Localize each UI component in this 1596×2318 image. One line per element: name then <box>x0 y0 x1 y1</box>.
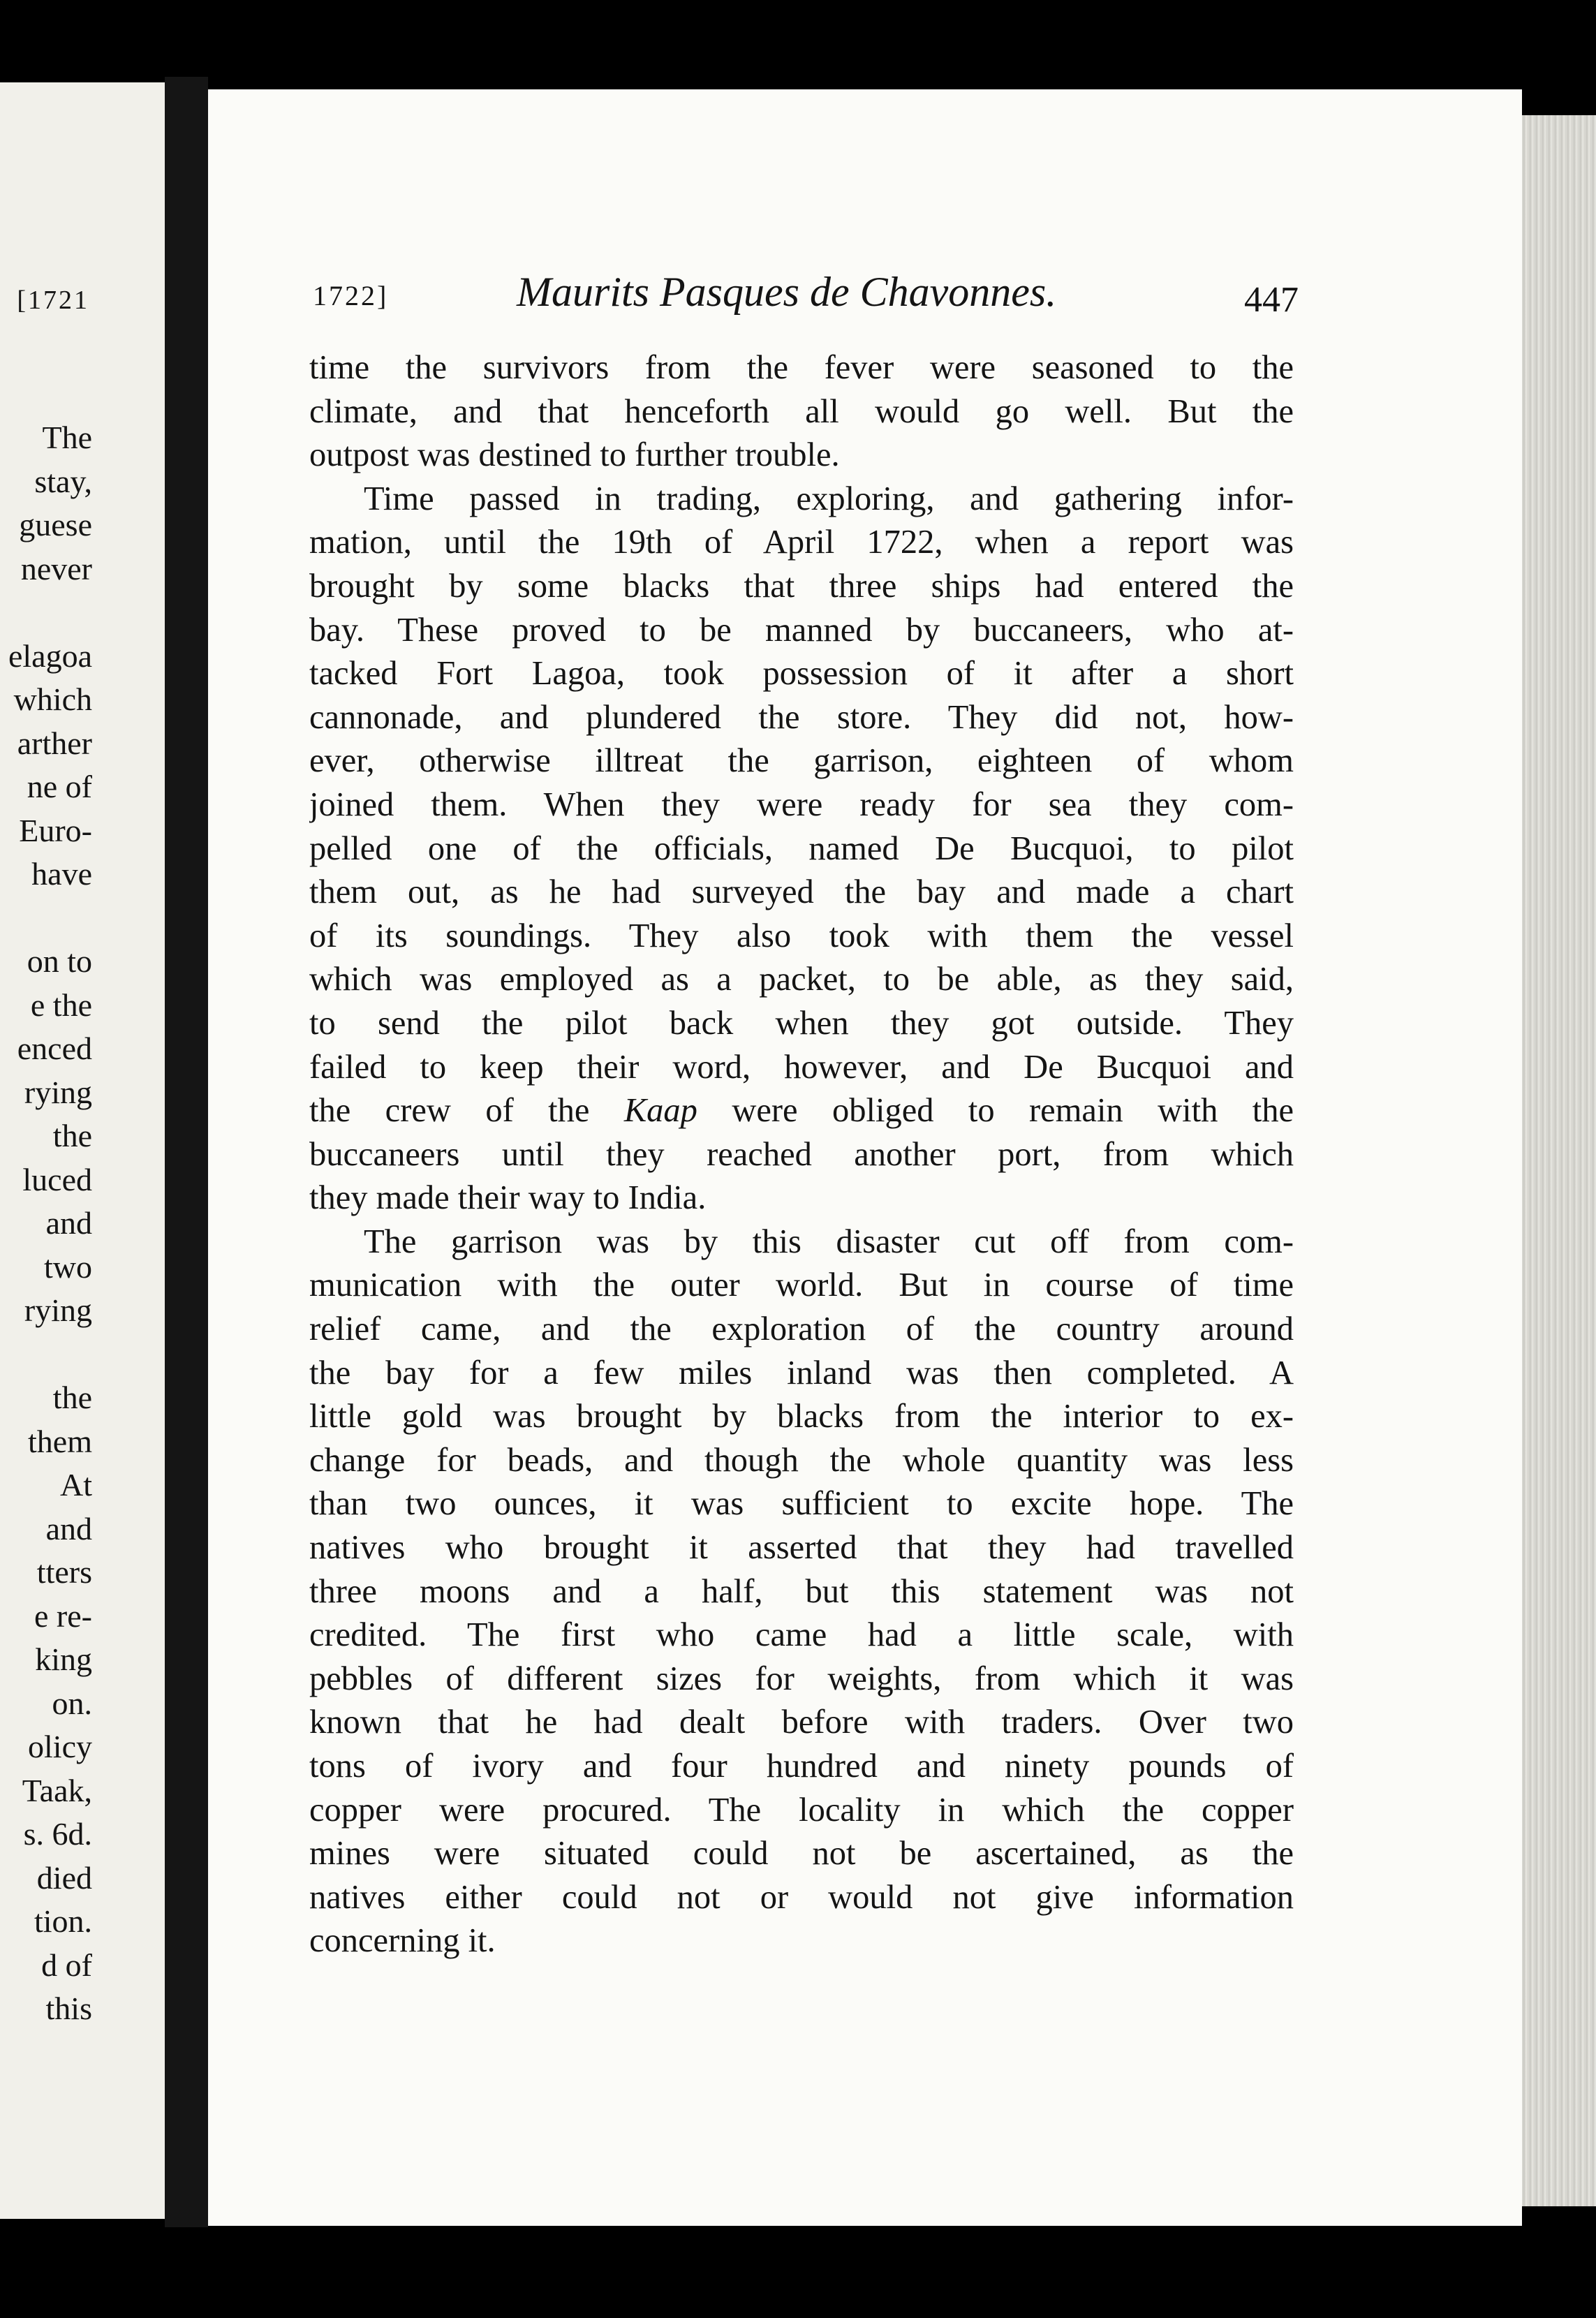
facing-page-line: never <box>20 550 92 586</box>
text-line: three moons and a half, but this statement was not <box>309 1572 1294 1610</box>
text-line: credited. The first who came had a little scale, with <box>309 1616 1294 1654</box>
text-line: concerning it. <box>309 1922 496 1960</box>
text-line: to send the pilot back when they got outside. They <box>309 1004 1294 1042</box>
running-head-title: Maurits Pasques de Chavonnes. <box>517 269 1057 315</box>
text-line-part: the crew of the <box>309 1092 624 1130</box>
text-line: change for beads, and though the whole quantity was less <box>309 1441 1294 1479</box>
facing-page-header: [1721 <box>17 286 89 315</box>
facing-page-line <box>8 591 92 635</box>
text-line: they made their way to India. <box>309 1179 707 1217</box>
facing-page-line: enced <box>17 1031 92 1066</box>
facing-page-line: luced <box>22 1161 92 1197</box>
facing-page-line: died <box>36 1859 92 1896</box>
facing-page-text <box>8 416 92 2031</box>
text-line-part: were obliged to remain with the <box>697 1092 1294 1130</box>
facing-page-line: and <box>45 1510 92 1546</box>
facing-page <box>0 82 165 2219</box>
facing-page-line <box>8 1333 92 1377</box>
text-line: cannonade, and plundered the store. They did not, how- <box>309 698 1294 736</box>
facing-page-line: and <box>45 1205 92 1241</box>
ship-name-italic: Kaap <box>623 1092 697 1130</box>
text-line: munication with the outer world. But in course of time <box>309 1267 1294 1304</box>
facing-page-line: on. <box>52 1685 92 1721</box>
text-line: tacked Fort Lagoa, took possession of it after a short <box>309 655 1294 693</box>
body-text <box>309 346 1294 1963</box>
text-line: known that he had dealt before with traders. Over two <box>309 1704 1294 1741</box>
facing-page-line: The <box>42 420 92 455</box>
facing-page-line: two <box>44 1248 92 1285</box>
text-line: pebbles of different sizes for weights, from which it was <box>309 1660 1294 1697</box>
facing-page-line <box>8 896 92 940</box>
text-line: time the survivors from the fever were seasoned to the <box>309 349 1294 386</box>
facing-page-line: the <box>52 1380 92 1415</box>
facing-page-line: tters <box>36 1554 92 1590</box>
text-line: natives who brought it asserted that they had travelled <box>309 1529 1294 1567</box>
facing-page-line: e re- <box>34 1597 92 1634</box>
facing-page-line: which <box>13 681 92 717</box>
page-number: 447 <box>1244 280 1299 320</box>
facing-page-line: arther <box>17 725 92 761</box>
facing-page-line: ne of <box>27 769 92 804</box>
facing-page-line: tion. <box>34 1903 92 1939</box>
facing-page-line: rying <box>24 1074 92 1110</box>
text-line: bay. These proved to be manned by buccaneers, who at- <box>309 611 1294 649</box>
text-line <box>309 1089 1294 1133</box>
text-line: than two ounces, it was sufficient to excite hope. The <box>309 1485 1294 1523</box>
page-edges <box>1522 115 1596 2206</box>
text-line: which was employed as a packet, to be able, as they said, <box>309 961 1294 998</box>
text-line: buccaneers until they reached another port, from which <box>309 1135 1294 1173</box>
text-line: copper were procured. The locality in which the copper <box>309 1791 1294 1829</box>
text-line: little gold was brought by blacks from the interior to ex- <box>309 1398 1294 1435</box>
text-line: brought by some blacks that three ships had entered the <box>309 567 1294 605</box>
facing-page-line: have <box>31 856 92 892</box>
facing-page-line: Euro- <box>19 812 92 848</box>
text-line: ever, otherwise illtreat the garrison, eighteen of whom <box>309 742 1294 780</box>
text-line: Time passed in trading, exploring, and gathering infor- <box>364 480 1294 517</box>
facing-page-line: elagoa <box>8 637 92 674</box>
running-head <box>313 271 1299 334</box>
facing-page-line: d of <box>41 1947 92 1983</box>
text-line: climate, and that henceforth all would go well. But the <box>309 392 1294 430</box>
running-head-year: 1722] <box>313 280 389 311</box>
facing-page-line: guese <box>19 507 92 542</box>
text-line: of its soundings. They also took with them the vessel <box>309 917 1294 954</box>
facing-page-line: s. 6d. <box>23 1816 92 1852</box>
facing-page-line: At <box>60 1467 92 1503</box>
text-line: outpost was destined to further trouble. <box>309 436 840 474</box>
facing-page-line: them <box>28 1423 92 1459</box>
facing-page-line: stay, <box>34 463 92 499</box>
text-line: tons of ivory and four hundred and ninety pounds of <box>309 1748 1294 1785</box>
text-line: them out, as he had surveyed the bay and made a chart <box>309 873 1294 911</box>
text-line: mation, until the 19th of April 1722, when a report was <box>309 524 1294 561</box>
facing-page-line: e the <box>30 987 92 1023</box>
text-line: relief came, and the exploration of the country around <box>309 1311 1294 1348</box>
facing-page-line: king <box>35 1641 92 1677</box>
text-line: mines were situated could not be ascertained, as the <box>309 1835 1294 1873</box>
text-line: joined them. When they were ready for sea they com- <box>309 785 1294 823</box>
facing-page-line: this <box>45 1991 92 2026</box>
facing-page-line: Taak, <box>22 1772 92 1808</box>
text-line: pelled one of the officials, named De Bucquoi, to pilot <box>309 829 1294 867</box>
facing-page-line: on to <box>27 943 92 979</box>
facing-page-line: the <box>52 1118 92 1153</box>
facing-page-line: rying <box>24 1292 92 1328</box>
text-line: natives either could not or would not give information <box>309 1878 1294 1916</box>
text-line: failed to keep their word, however, and De Bucquoi and <box>309 1048 1294 1086</box>
facing-page-line: olicy <box>28 1729 92 1764</box>
text-line: the bay for a few miles inland was then completed. A <box>309 1354 1294 1391</box>
text-line: The garrison was by this disaster cut off from com- <box>364 1223 1294 1260</box>
book-gutter <box>165 77 208 2227</box>
